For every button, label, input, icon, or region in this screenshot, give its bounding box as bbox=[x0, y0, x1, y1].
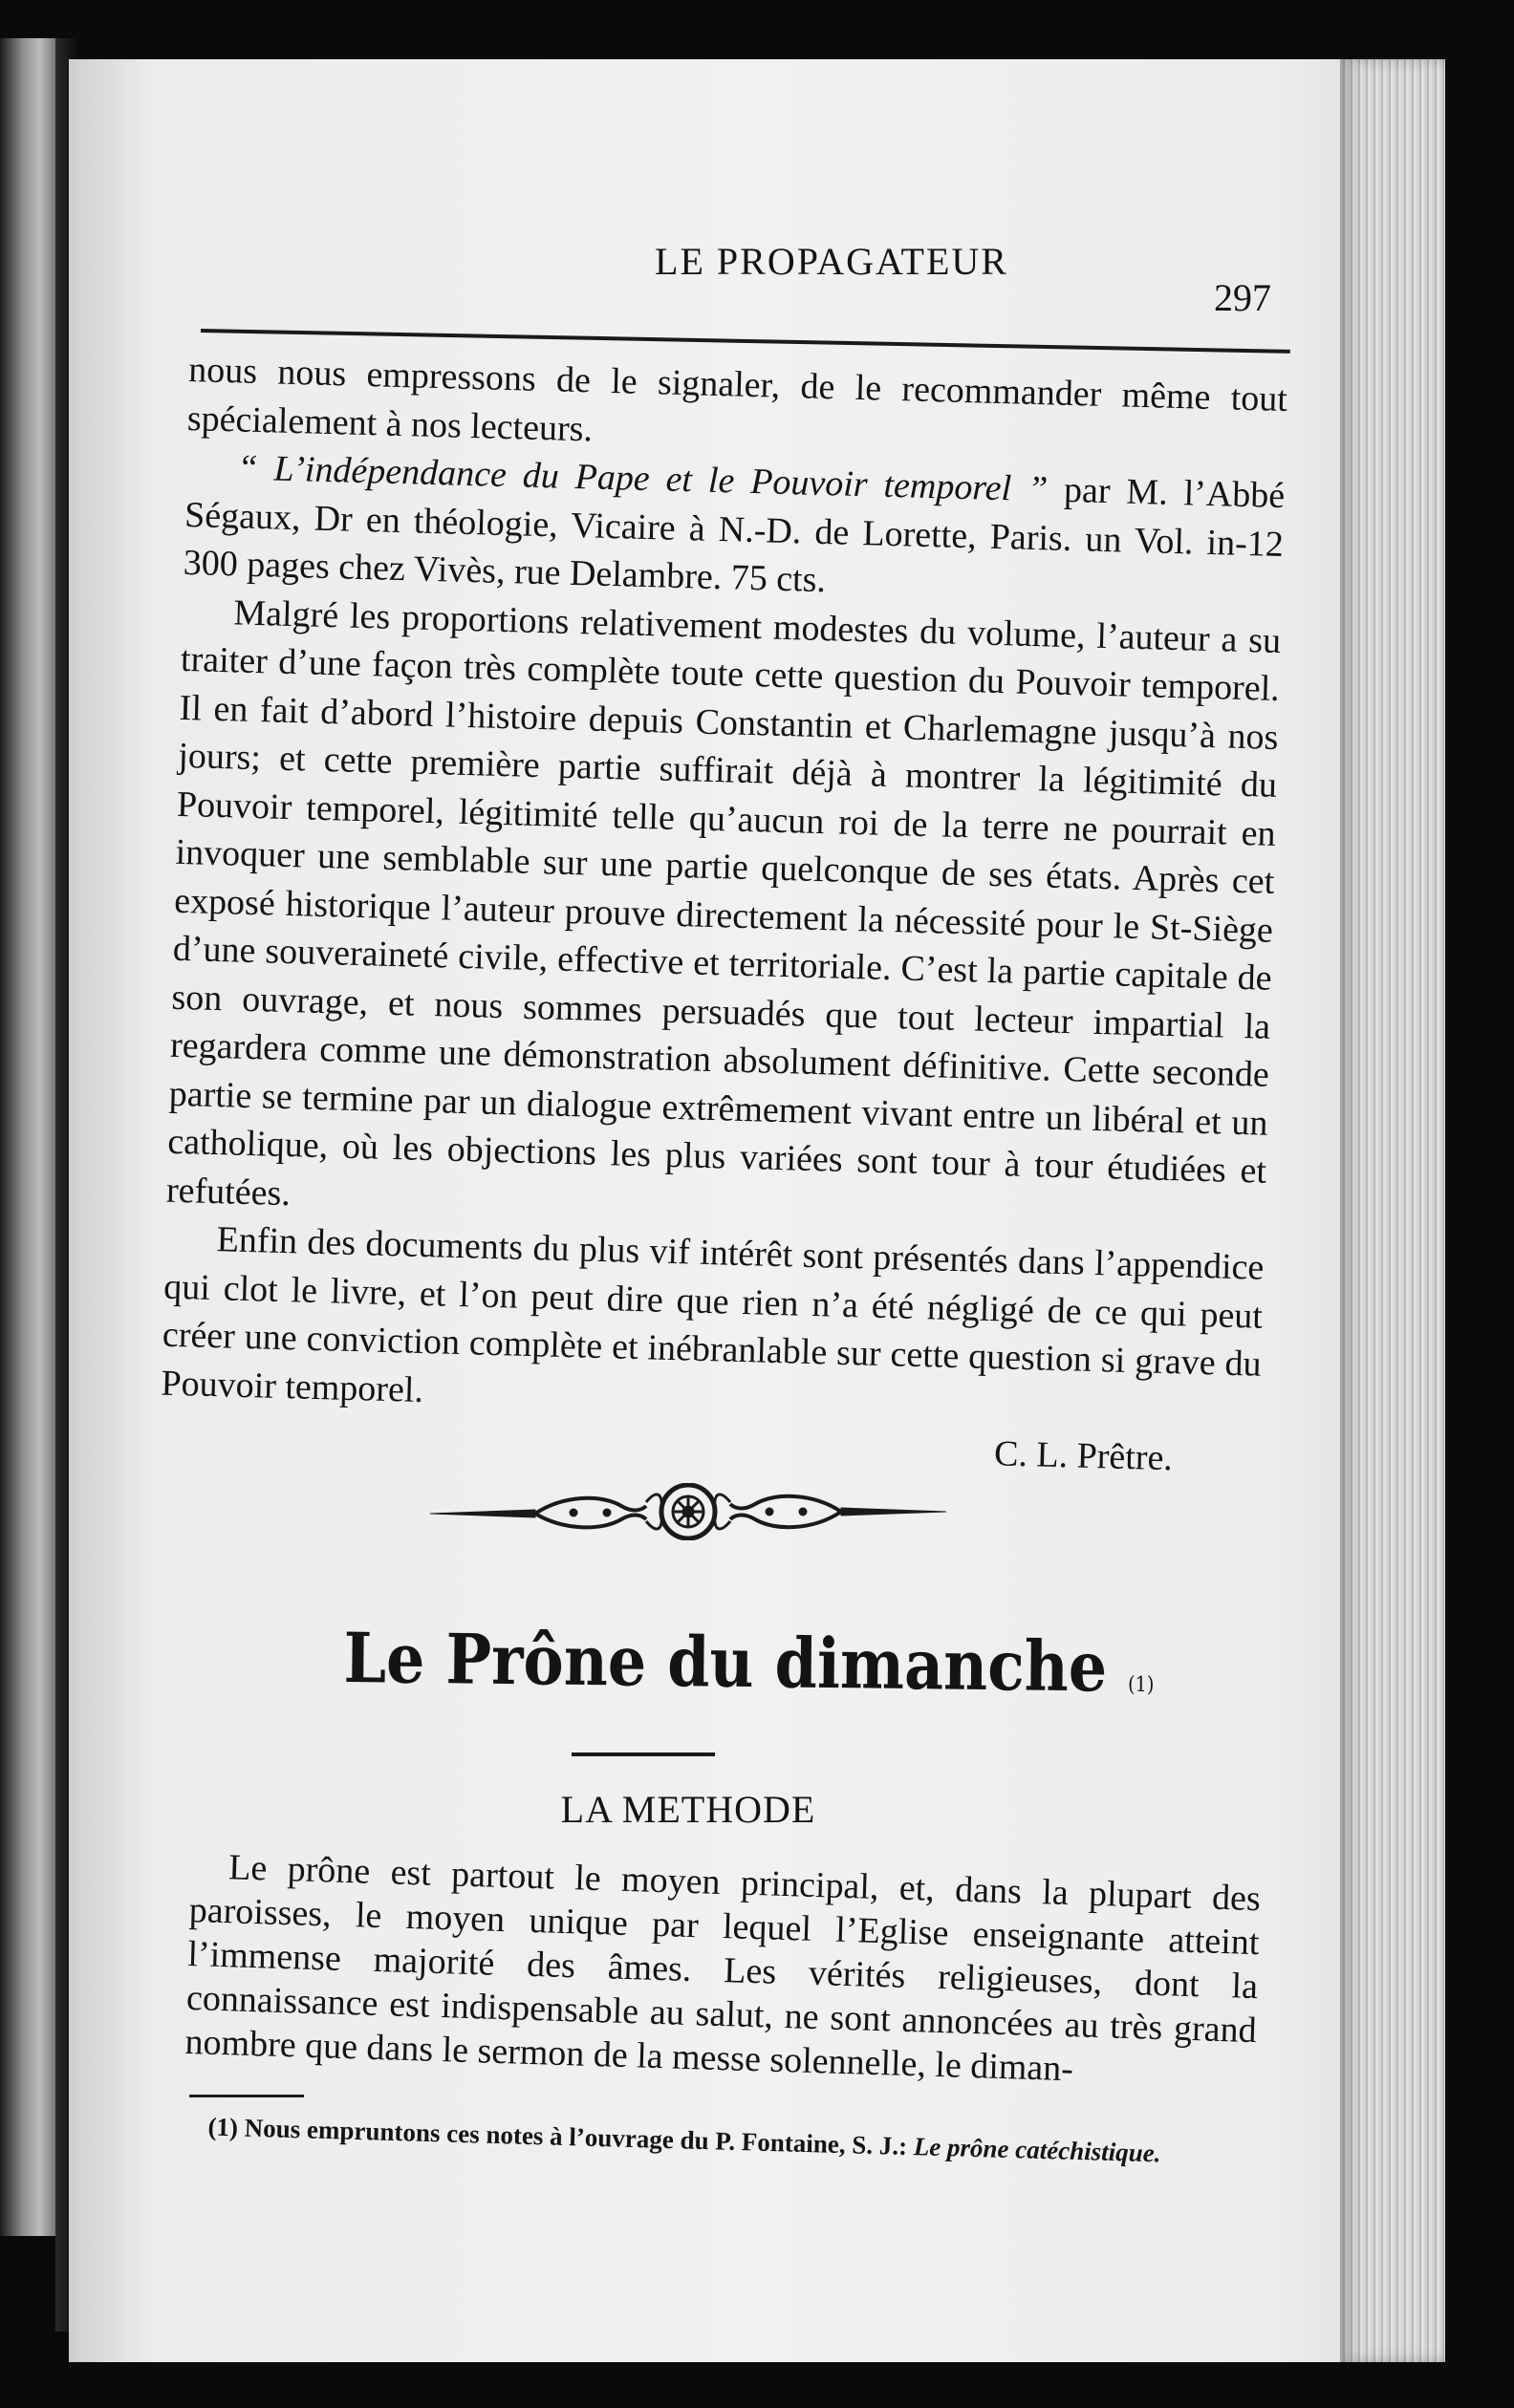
page-stack-edges bbox=[1340, 59, 1445, 2362]
review-paragraph-body: Malgré les proportions relativement modestes du volume, l’auteur a su traiter d’une façon très complète toute cette question du Pouvoir temporel. Il en fait d’abord l’histoire depuis Constantin et Charlemagne jusqu’à nos jours; et cette première partie suffirait déjà à montrer la légitimité du Pouvoir temporel, légitimité telle qu’aucun roi de la terre ne pourrait en invoquer une semblable sur une partie quelconque de ses états. Après cet exposé historique l’auteur prouve directement la nécessité pour le St-Siège d’une souveraineté civile, effective et territoriale. C’est la partie capitale de son ouvrage, et nous sommes persuadés que tout lecteur impartial la regardera comme une démonstration absolument définitive. Cette seconde partie se termine par un dialogue extrêmement vivant entre un libéral et un catholique, où les objections les plus variées sont tour à tour étudiées et refutées. bbox=[165, 591, 1282, 1214]
review-book-reference bbox=[183, 442, 1286, 617]
footnote-work-title: Le prône catéchistique. bbox=[913, 2132, 1161, 2168]
review-paragraph-conclusion: Enfin des documents du plus vif intérêt sont présentés dans l’appendice qui clot le livre, et l’on peut dire que rien n’a été négligé de ce qui peut créer une conviction complète et inébranlable sur cette question si grave du Pouvoir temporel. bbox=[161, 1219, 1265, 1410]
footnote bbox=[188, 2112, 1268, 2171]
book-publication-details: par M. l’Abbé Ségaux, Dr en théologie, Vicaire à N.-D. de Lorette, Paris. un Vol. in-12 300 pages chez Vivès, rue Delambre. 75 cts. bbox=[183, 469, 1286, 601]
footnote-text: (1) Nous empruntons ces notes à l’ouvrage du P. Fontaine, S. J.: bbox=[207, 2112, 915, 2161]
book-review bbox=[160, 346, 1288, 1485]
page-number: 297 bbox=[1214, 276, 1271, 319]
section-title bbox=[343, 1617, 1155, 1708]
running-head: LE PROPAGATEUR bbox=[655, 240, 1008, 283]
facing-page-edge bbox=[0, 38, 57, 2236]
section-title-text: Le Prône du dimanche bbox=[343, 1617, 1108, 1708]
text-block bbox=[115, 59, 1309, 2362]
footnote-marker: (1) bbox=[1127, 1672, 1155, 1698]
subsection-title: LA METHODE bbox=[560, 1788, 816, 1831]
book-page bbox=[69, 59, 1445, 2362]
sermon-paragraph: Le prône est partout le moyen principal, et, dans la plupart des paroisses, le moyen unique par lequel l’Eglise enseignante atteint l’immense majorité des âmes. Les vérités religieuses, dont la connaissance est indispensable au salut, ne sont annoncées au très grand nombre que dans le sermon de la messe solennelle, le diman- bbox=[184, 1847, 1262, 2090]
review-signature: C. L. Prêtre. bbox=[993, 1433, 1174, 1479]
sermon-text bbox=[184, 1844, 1262, 2096]
title-rule bbox=[572, 1752, 715, 1756]
review-paragraph-intro: nous nous empressons de le signaler, de le recommander même tout spécialement à nos lecteurs. bbox=[186, 349, 1288, 449]
footnote-rule bbox=[189, 2095, 304, 2097]
book-title: “ L’indépendance du Pape et le Pouvoir temporel ” bbox=[237, 447, 1049, 510]
fleuron-ornament-icon bbox=[421, 1483, 956, 1540]
